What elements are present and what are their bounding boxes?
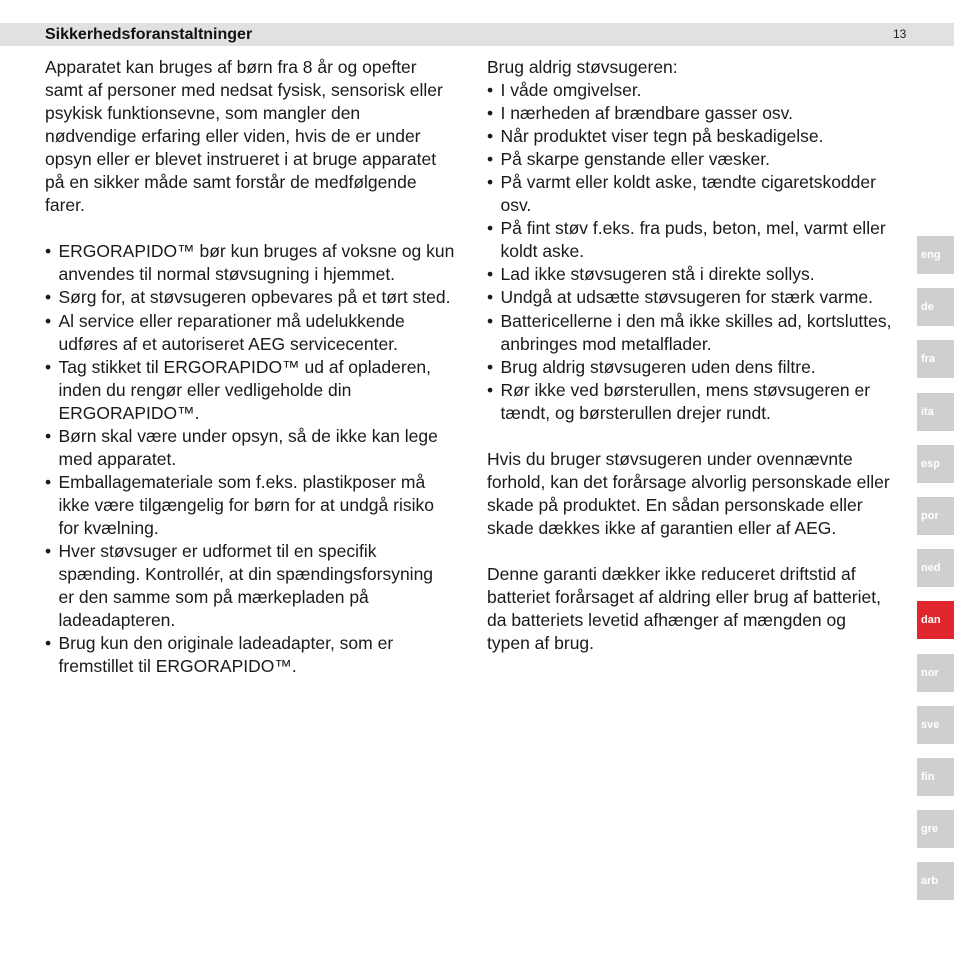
list-item: • ERGORAPIDO™ bør kun bruges af voksne og kun anvendes til normal støvsugning i hjemmet. xyxy=(45,240,460,286)
list-item: • Børn skal være under opsyn, så de ikke kan lege med apparatet. xyxy=(45,425,460,471)
list-item: • Brug kun den originale ladeadapter, som er fremstillet til ERGORAPIDO™. xyxy=(45,632,460,678)
intro-line: psykisk funktionsevne, som mangler den xyxy=(45,103,361,124)
lang-tab-fin[interactable]: fin xyxy=(917,758,954,796)
section-title: Sikkerhedsforanstaltninger xyxy=(45,26,253,43)
list-item: • I nærheden af brændbare gasser osv. xyxy=(487,102,902,125)
warranty-paragraph: Denne garanti dækker ikke reduceret driftstid af batteriet forårsaget af aldring eller brug af batteriet, da batteriets levetid afhænger af mængden og typen af brug. xyxy=(487,564,881,654)
never-use-heading: Brug aldrig støvsugeren: xyxy=(487,57,678,77)
list-item: • Brug aldrig støvsugeren uden dens filtre. xyxy=(487,356,902,379)
list-item: • På skarpe genstande eller væsker. xyxy=(487,148,902,171)
list-item: • Rør ikke ved børsterullen, mens støvsugeren er tændt, og børsterullen drejer rundt. xyxy=(487,379,902,425)
lang-tab-arb[interactable]: arb xyxy=(917,862,954,900)
lang-tab-ita[interactable]: ita xyxy=(917,393,954,431)
lang-tab-ned[interactable]: ned xyxy=(917,549,954,587)
intro-paragraph xyxy=(45,56,460,217)
list-item: • På varmt eller koldt aske, tændte cigaretskodder osv. xyxy=(487,171,902,217)
lang-tab-de[interactable]: de xyxy=(917,288,954,326)
page-number: 13 xyxy=(893,27,907,41)
never-use-list xyxy=(487,79,902,425)
lang-tab-nor[interactable]: nor xyxy=(917,654,954,692)
safety-list xyxy=(45,240,460,678)
left-column xyxy=(45,56,460,678)
lang-tab-fra[interactable]: fra xyxy=(917,340,954,378)
intro-line: på en sikker måde samt forstår de medfølgende xyxy=(45,172,417,193)
list-item: • Emballagemateriale som f.eks. plastikposer må ikke være tilgængelig for børn for at undgå risiko for kvælning. xyxy=(45,471,460,540)
list-item: • Sørg for, at støvsugeren opbevares på et tørt sted. xyxy=(45,286,460,309)
lang-tab-por[interactable]: por xyxy=(917,497,954,535)
list-item: • Hver støvsuger er udformet til en specifik spænding. Kontrollér, at din spændingsforsyning er den samme som på mærkepladen på ladeadapteren. xyxy=(45,540,460,632)
lang-tab-eng[interactable]: eng xyxy=(917,236,954,274)
lang-tab-dan[interactable]: dan xyxy=(917,601,954,639)
lang-tab-gre[interactable]: gre xyxy=(917,810,954,848)
list-item: • Al service eller reparationer må udelukkende udføres af et autoriseret AEG servicecenter. xyxy=(45,310,460,356)
list-item: • Når produktet viser tegn på beskadigelse. xyxy=(487,125,902,148)
lang-tab-esp[interactable]: esp xyxy=(917,445,954,483)
list-item: • Lad ikke støvsugeren stå i direkte sollys. xyxy=(487,263,902,286)
list-item: • På fint støv f.eks. fra puds, beton, mel, varmt eller koldt aske. xyxy=(487,217,902,263)
right-column xyxy=(487,56,902,655)
intro-line: Apparatet kan bruges af børn fra 8 år og opefter xyxy=(45,57,417,77)
language-tabs xyxy=(917,236,954,914)
list-item: • Battericellerne i den må ikke skilles ad, kortsluttes, anbringes mod metalflader. xyxy=(487,310,902,356)
injury-paragraph: Hvis du bruger støvsugeren under ovennævnte forhold, kan det forårsage alvorlig personskade eller skade på produktet. En sådan personskade eller skade dækkes ikke af garantien eller af AEG. xyxy=(487,448,890,538)
intro-line: farer. xyxy=(45,195,85,216)
list-item: • Tag stikket til ERGORAPIDO™ ud af opladeren, inden du rengør eller vedligeholde din ERGORAPIDO™. xyxy=(45,356,460,425)
lang-tab-sve[interactable]: sve xyxy=(917,706,954,744)
list-item: • Undgå at udsætte støvsugeren for stærk varme. xyxy=(487,286,902,309)
intro-line: opsyn eller er blevet instrueret i at bruge apparatet xyxy=(45,149,437,170)
intro-line: samt af personer med nedsat fysisk, sensorisk eller xyxy=(45,80,443,101)
intro-line: nødvendige erfaring eller viden, hvis de er under xyxy=(45,126,421,147)
list-item: • I våde omgivelser. xyxy=(487,79,902,102)
